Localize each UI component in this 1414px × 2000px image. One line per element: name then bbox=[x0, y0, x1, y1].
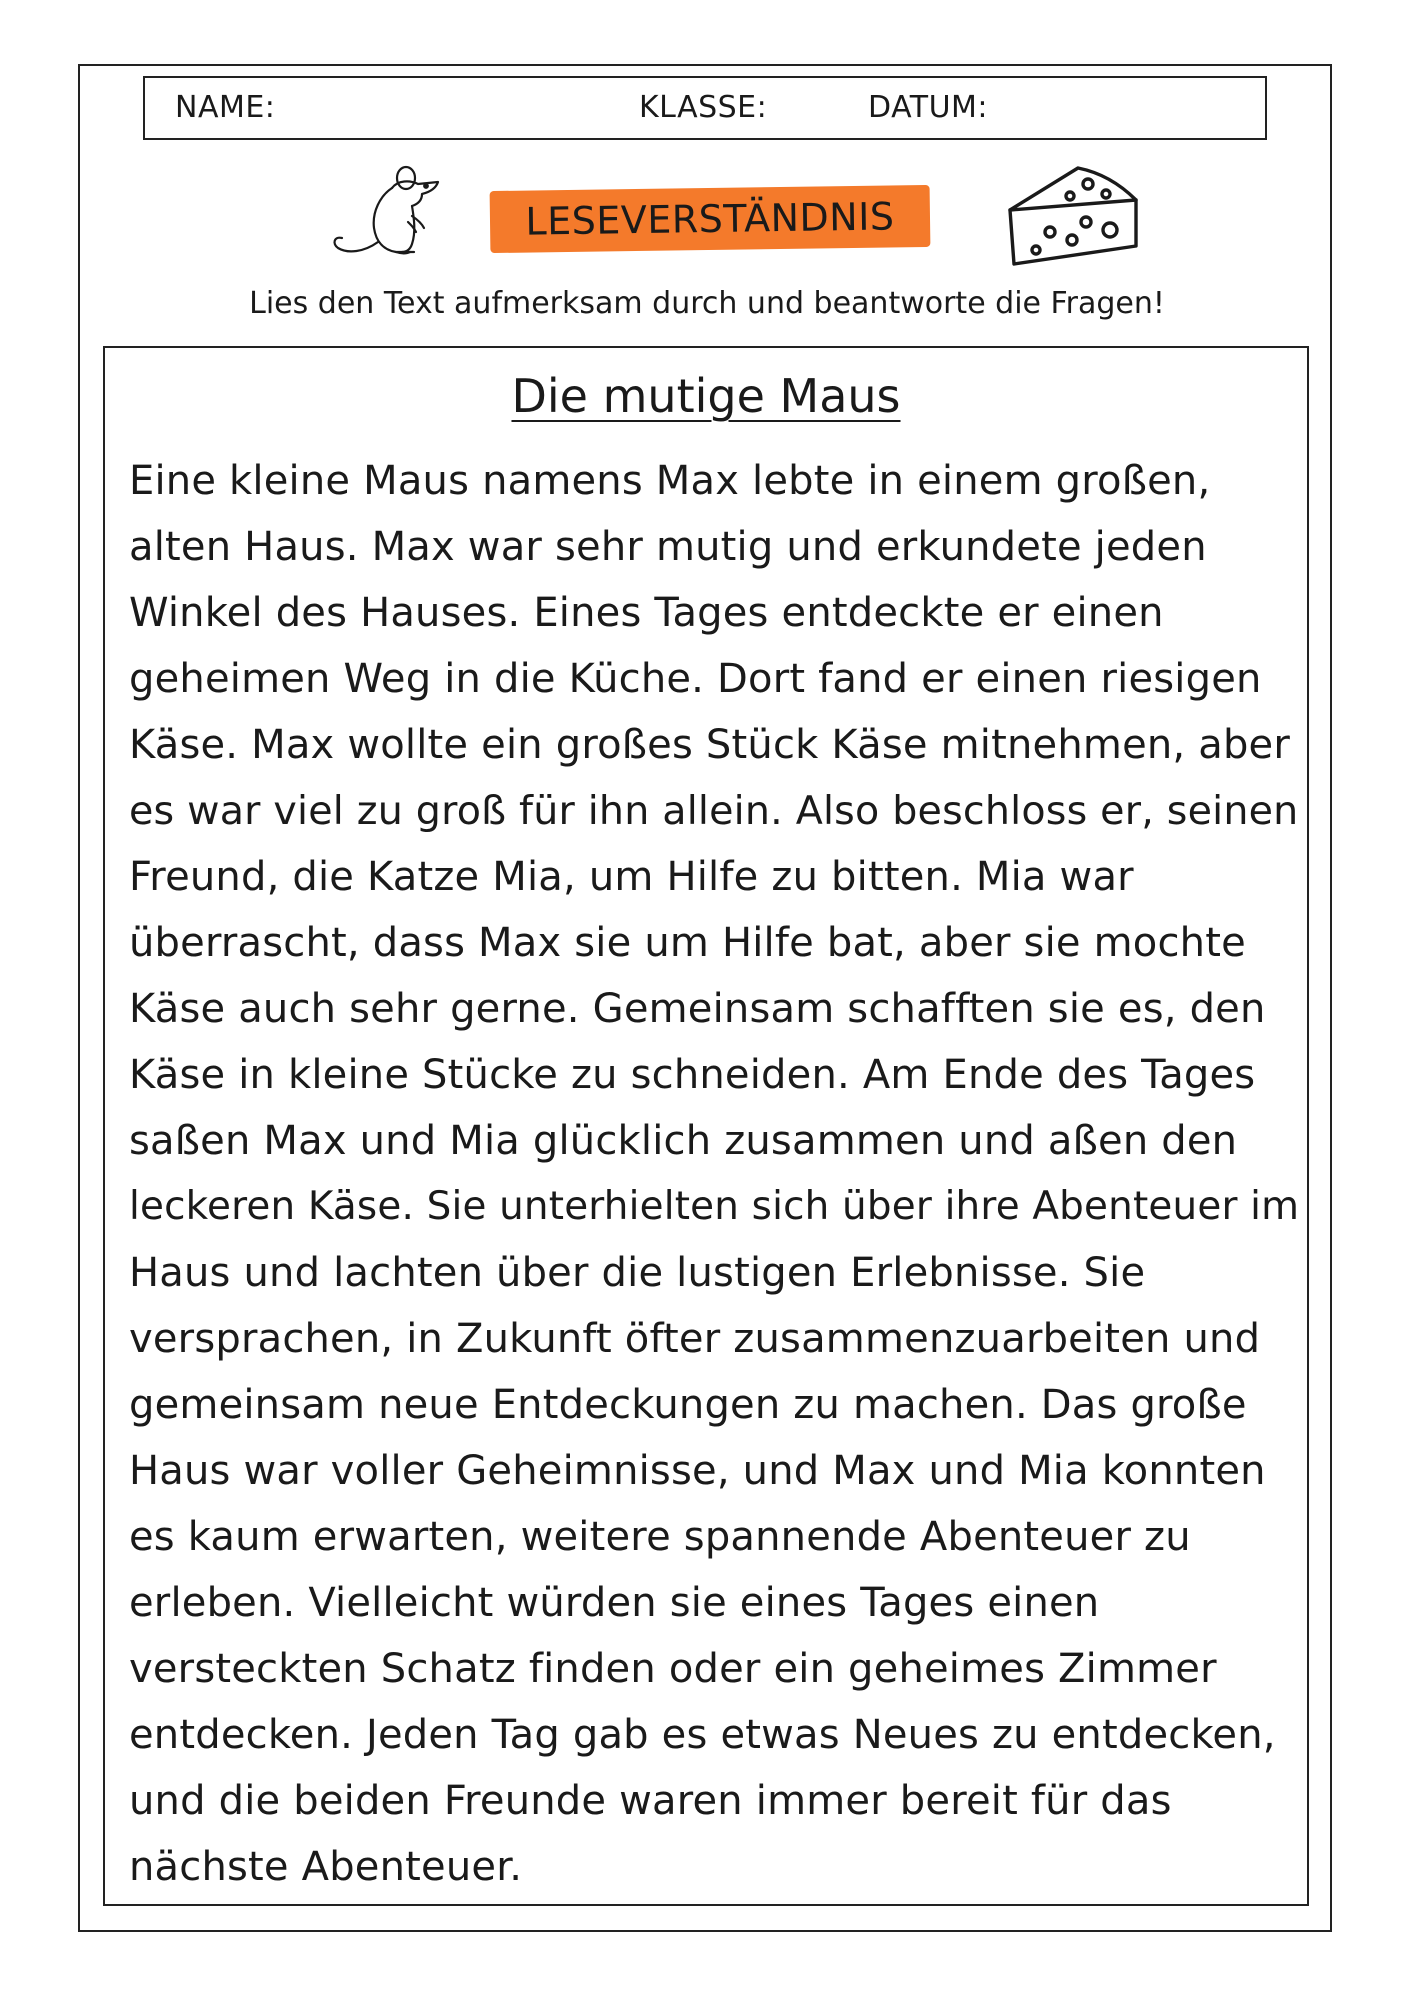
story-line: saßen Max und Mia glücklich zusammen und aßen den bbox=[129, 1118, 1238, 1164]
story-line: geheimen Weg in die Küche. Dort fand er einen riesigen bbox=[129, 656, 1262, 702]
story-line: entdecken. Jeden Tag gab es etwas Neues zu entdecken, bbox=[129, 1712, 1276, 1758]
story-line: versprachen, in Zukunft öfter zusammenzuarbeiten und bbox=[129, 1316, 1261, 1362]
story-line: es war viel zu groß für ihn allein. Also beschloss er, seinen bbox=[129, 788, 1299, 834]
story-line: Käse in kleine Stücke zu schneiden. Am Ende des Tages bbox=[129, 1052, 1256, 1098]
instruction-text: Lies den Text aufmerksam durch und beantworte die Fragen! bbox=[249, 286, 1165, 321]
date-label: DATUM: bbox=[868, 90, 989, 125]
story-line: Käse. Max wollte ein großes Stück Käse mitnehmen, aber bbox=[129, 722, 1291, 768]
student-info-header bbox=[143, 76, 1267, 140]
story-line: Freund, die Katze Mia, um Hilfe zu bitten. Mia war bbox=[129, 854, 1134, 900]
story-text bbox=[129, 448, 1299, 1900]
story-line: Käse auch sehr gerne. Gemeinsam schafften sie es, den bbox=[129, 986, 1266, 1032]
story-line: es kaum erwarten, weitere spannende Abenteuer zu bbox=[129, 1514, 1191, 1560]
story-title-text: Die mutige Maus bbox=[511, 369, 901, 423]
story-line: gemeinsam neue Entdeckungen zu machen. Das große bbox=[129, 1382, 1247, 1428]
mouse-icon bbox=[326, 162, 446, 268]
story-line: alten Haus. Max war sehr mutig und erkundete jeden bbox=[129, 524, 1207, 570]
story-line: nächste Abenteuer. bbox=[129, 1844, 523, 1890]
reading-text-box bbox=[103, 346, 1309, 1906]
worksheet-badge: LESEVERSTÄNDNIS bbox=[490, 185, 931, 253]
story-line: erleben. Vielleicht würden sie eines Tages einen bbox=[129, 1580, 1100, 1626]
story-line: Eine kleine Maus namens Max lebte in einem großen, bbox=[129, 458, 1211, 504]
story-line: Haus und lachten über die lustigen Erlebnisse. Sie bbox=[129, 1250, 1146, 1296]
story-line: überrascht, dass Max sie um Hilfe bat, aber sie mochte bbox=[129, 920, 1246, 966]
class-label: KLASSE: bbox=[639, 90, 768, 125]
name-label: NAME: bbox=[175, 90, 276, 125]
cheese-icon bbox=[1000, 160, 1144, 272]
story-line: leckeren Käse. Sie unterhielten sich über ihre Abenteuer im bbox=[129, 1184, 1300, 1229]
story-title bbox=[105, 366, 1307, 426]
story-line: Winkel des Hauses. Eines Tages entdeckte er einen bbox=[129, 590, 1164, 636]
story-line: Haus war voller Geheimnisse, und Max und Mia konnten bbox=[129, 1448, 1266, 1494]
story-line: und die beiden Freunde waren immer bereit für das bbox=[129, 1778, 1172, 1824]
story-line: versteckten Schatz finden oder ein geheimes Zimmer bbox=[129, 1646, 1217, 1692]
